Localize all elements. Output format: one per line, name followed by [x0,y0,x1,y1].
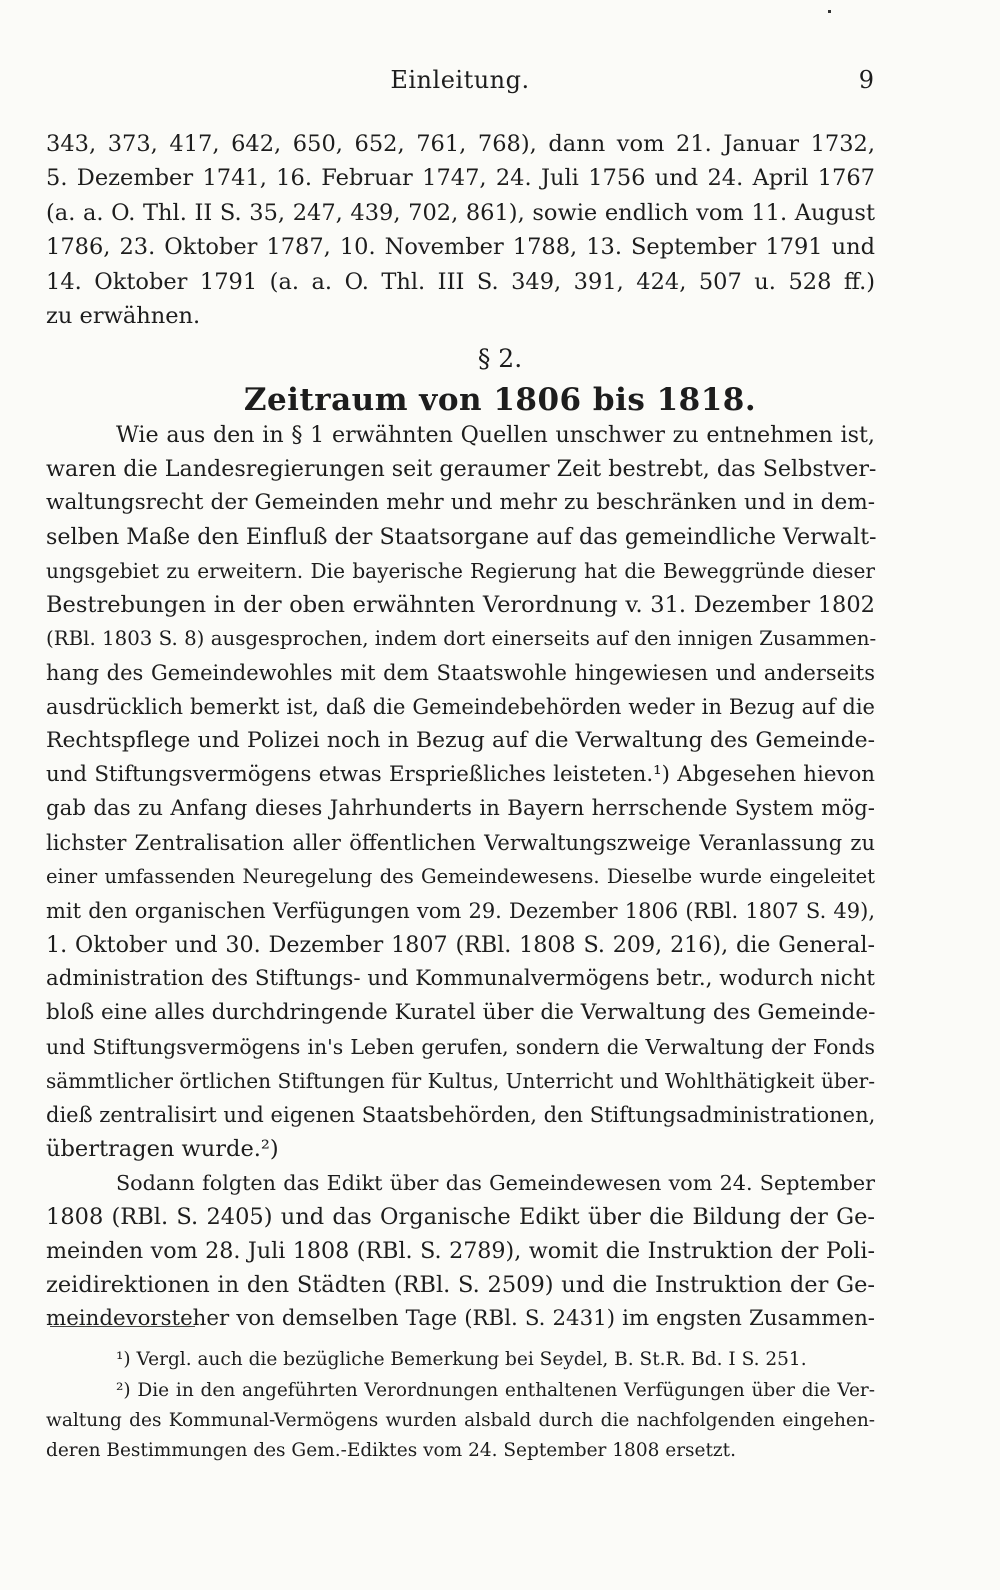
text-line: 343, 373, 417, 642, 650, 652, 761, 768), dann vom 21. Januar 1732, [46,131,875,157]
scan-speck [828,10,831,13]
section-title: Zeitraum von 1806 bis 1818. [243,382,757,418]
footnote-2-line: deren Bestimmungen des Gem.-Ediktes vom 24. September 1808 ersetzt. [46,1440,736,1461]
text-line: Bestrebungen in der oben erwähnten Verordnung v. 31. Dezember 1802 [46,592,875,618]
text-line: meinden vom 28. Juli 1808 (RBl. S. 2789), womit die Instruktion der Poli- [46,1238,875,1264]
text-line: 14. Oktober 1791 (a. a. O. Thl. III S. 349, 391, 424, 507 u. 528 ff.) [46,269,875,295]
text-line: und Stiftungsvermögens etwas Ersprießliches leisteten.¹) Abgesehen hievon [46,762,875,787]
text-line: administration des Stiftungs- und Kommunalvermögens betr., wodurch nicht [46,966,875,991]
text-line: waren die Landesregierungen seit geraumer Zeit bestrebt, das Selbstver- [46,456,877,482]
text-line: und Stiftungsvermögens in's Leben gerufen, sondern die Verwaltung der Fonds [46,1035,875,1059]
page-header [46,62,874,102]
text-line: waltungsrecht der Gemeinden mehr und mehr zu beschränken und in dem- [46,490,875,515]
text-line: Sodann folgten das Edikt über das Gemeindewesen vom 24. September [116,1171,875,1195]
text-line: (RBl. 1803 S. 8) ausgesprochen, indem dort einerseits auf den innigen Zusammen- [46,627,877,650]
section-number: § 2. [477,344,523,373]
text-line: mit den organischen Verfügungen vom 29. Dezember 1806 (RBl. 1807 S. 49), [46,899,875,923]
text-line: übertragen wurde.²) [46,1136,279,1162]
page-number: 9 [858,66,874,94]
text-line: Wie aus den in § 1 erwähnten Quellen unschwer zu entnehmen ist, [116,422,875,448]
text-line: Rechtspflege und Polizei noch in Bezug auf die Verwaltung des Gemeinde- [46,728,875,753]
text-line: 5. Dezember 1741, 16. Februar 1747, 24. Juli 1756 und 24. April 1767 [46,165,875,191]
running-head: Einleitung. [390,66,530,94]
text-line: 1. Oktober und 30. Dezember 1807 (RBl. 1808 S. 209, 216), die General- [46,932,875,958]
footnote-1: ¹) Vergl. auch die bezügliche Bemerkung bei Seydel, B. St.R. Bd. I S. 251. [116,1349,807,1370]
footnote-separator [50,1326,195,1327]
text-line: zu erwähnen. [46,303,201,329]
text-line: ungsgebiet zu erweitern. Die bayerische Regierung hat die Beweggründe dieser [46,559,875,583]
text-line: 1808 (RBl. S. 2405) und das Organische Edikt über die Bildung der Ge- [46,1204,875,1230]
footnote-2-line: ²) Die in den angeführten Verordnungen enthaltenen Verfügungen über die Ver- [116,1380,875,1401]
text-line: gab das zu Anfang dieses Jahrhunderts in Bayern herrschende System mög- [46,796,875,821]
text-line: meindevorsteher von demselben Tage (RBl. S. 2431) im engsten Zusammen- [46,1306,875,1331]
text-line: bloß eine alles durchdringende Kuratel über die Verwaltung des Gemeinde- [46,1000,876,1025]
text-line: lichster Zentralisation aller öffentlichen Verwaltungszweige Veranlassung zu [46,831,875,855]
text-line: ausdrücklich bemerkt ist, daß die Gemeindebehörden weder in Bezug auf die [46,695,875,719]
text-line: einer umfassenden Neuregelung des Gemeindewesens. Dieselbe wurde eingeleitet [46,865,875,888]
text-line: 1786, 23. Oktober 1787, 10. November 1788, 13. September 1791 und [46,234,875,260]
text-line: selben Maße den Einfluß der Staatsorgane auf das gemeindliche Verwalt- [46,524,877,550]
text-line: sämmtlicher örtlichen Stiftungen für Kultus, Unterricht und Wohlthätigkeit über- [46,1069,876,1093]
text-line: zeidirektionen in den Städten (RBl. S. 2509) und die Instruktion der Ge- [46,1272,875,1298]
text-line: dieß zentralisirt und eigenen Staatsbehörden, den Stiftungsadministrationen, [46,1103,876,1127]
text-line: hang des Gemeindewohles mit dem Staatswohle hingewiesen und anderseits [46,661,875,685]
text-line: (a. a. O. Thl. II S. 35, 247, 439, 702, 861), sowie endlich vom 11. August [46,200,875,226]
footnote-2-line: waltung des Kommunal-Vermögens wurden alsbald durch die nachfolgenden eingehen- [46,1410,875,1431]
